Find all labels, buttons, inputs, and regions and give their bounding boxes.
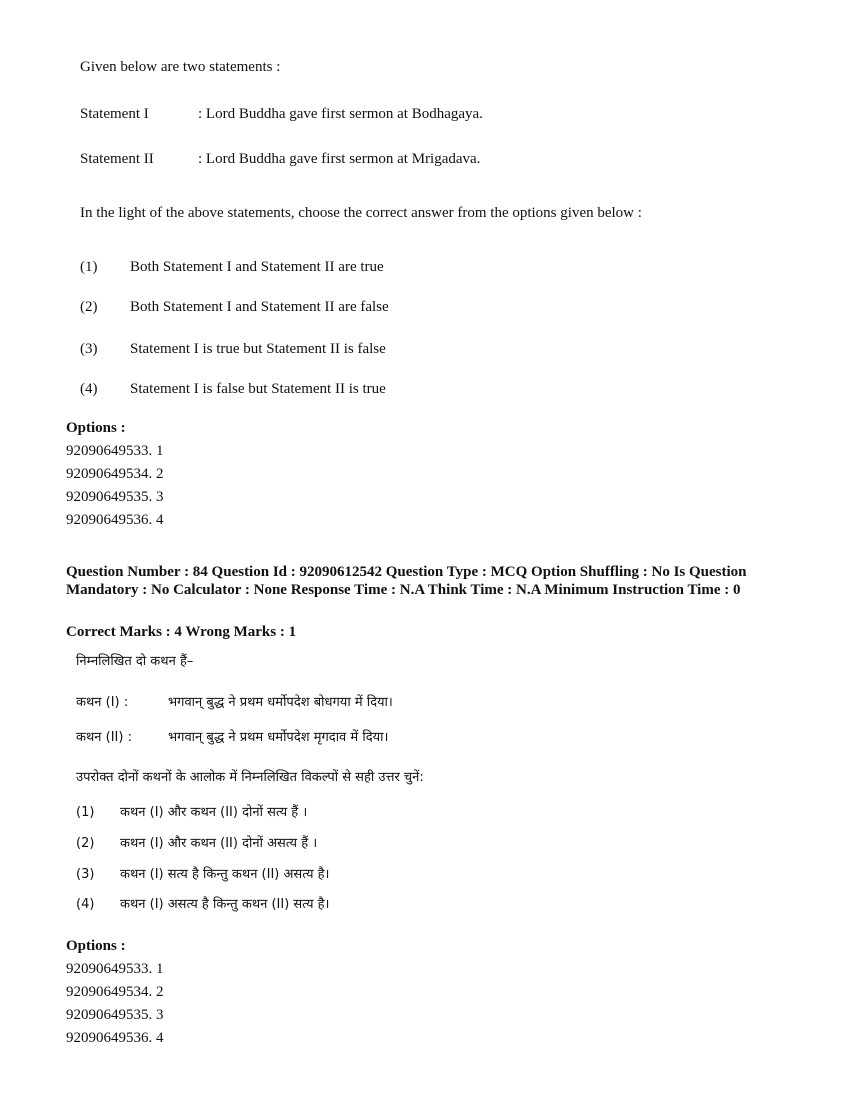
choice-text: Both Statement I and Statement II are false (130, 299, 389, 315)
choice-text: Statement I is false but Statement II is true (130, 381, 386, 397)
option-item: 92090649536. 4 (66, 512, 164, 528)
question-instruction: In the light of the above statements, choose the correct answer from the options given below : (80, 205, 642, 221)
statement-2-label: Statement II (80, 151, 154, 167)
options-heading: Options : (66, 420, 126, 436)
choice-text: कथन (I) और कथन (II) दोनों असत्य हैं । (120, 836, 318, 851)
option-item: 92090649535. 3 (66, 1007, 164, 1023)
choice-number: (3) (76, 867, 95, 882)
choice-number: (2) (76, 836, 95, 851)
choice-number: (1) (76, 805, 95, 820)
statement-2-label: कथन (II) : (76, 730, 132, 745)
marks-info: Correct Marks : 4 Wrong Marks : 1 (66, 624, 297, 640)
question-intro: Given below are two statements : (80, 59, 281, 75)
statement-2-text: : Lord Buddha gave first sermon at Mrigadava. (198, 151, 481, 167)
statement-2-text: भगवान् बुद्ध ने प्रथम धर्मोपदेश मृगदाव में दिया। (168, 730, 389, 745)
choice-number: (1) (80, 259, 98, 275)
option-item: 92090649534. 2 (66, 984, 164, 1000)
statement-1-text: : Lord Buddha gave first sermon at Bodhagaya. (198, 106, 483, 122)
choice-text: कथन (I) असत्य है किन्तु कथन (II) सत्य है। (120, 897, 330, 912)
choice-number: (4) (76, 897, 95, 912)
choice-number: (2) (80, 299, 98, 315)
option-item: 92090649535. 3 (66, 489, 164, 505)
option-item: 92090649533. 1 (66, 443, 164, 459)
question-instruction: उपरोक्त दोनों कथनों के आलोक में निम्नलिखित विकल्पों से सही उत्तर चुनें: (76, 770, 424, 785)
statement-1-label: Statement I (80, 106, 149, 122)
choice-text: कथन (I) और कथन (II) दोनों सत्य हैं । (120, 805, 308, 820)
option-item: 92090649533. 1 (66, 961, 164, 977)
option-item: 92090649534. 2 (66, 466, 164, 482)
statement-1-label: कथन (I) : (76, 695, 129, 710)
choice-text: Statement I is true but Statement II is false (130, 341, 386, 357)
question-meta: Question Number : 84 Question Id : 92090612542 Question Type : MCQ Option Shuffling : No Is Question Mandatory : No Calculator : None Response Time : N.A Think Time : N.A Minimum Instruction Time : 0 (66, 564, 747, 598)
statement-1-text: भगवान् बुद्ध ने प्रथम धर्मोपदेश बोधगया में दिया। (168, 695, 393, 710)
choice-number: (4) (80, 381, 98, 397)
option-item: 92090649536. 4 (66, 1030, 164, 1046)
choice-text: Both Statement I and Statement II are true (130, 259, 384, 275)
choice-text: कथन (I) सत्य है किन्तु कथन (II) असत्य है। (120, 867, 330, 882)
choice-number: (3) (80, 341, 98, 357)
options-heading: Options : (66, 938, 126, 954)
question-intro: निम्नलिखित दो कथन हैं– (76, 654, 194, 669)
